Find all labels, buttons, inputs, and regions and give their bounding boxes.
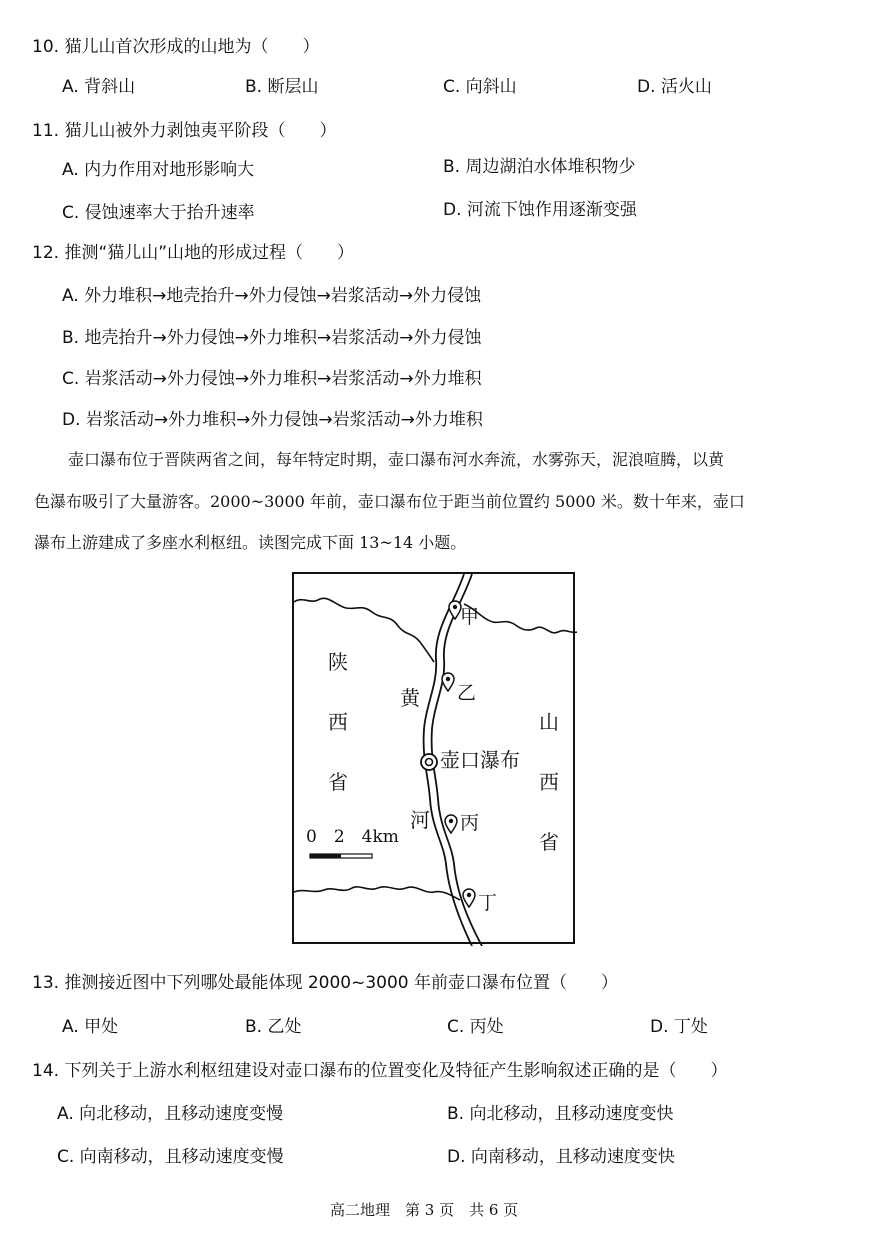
passage-line-1: 壶口瀑布位于晋陕两省之间，每年特定时期，壶口瀑布河水奔流，水雾弥天，泥浪喧腾，以黄 <box>68 450 725 469</box>
q14-option-b: B. 向北移动，且移动速度变快 <box>447 1104 674 1124</box>
boundary-south <box>294 887 460 900</box>
label-shaanxi-1: 陕 <box>328 650 348 674</box>
q13-option-c: C. 丙处 <box>447 1017 504 1037</box>
label-jia: 甲 <box>460 606 480 628</box>
scale-bar <box>310 854 372 858</box>
location-pin-icon <box>444 814 458 834</box>
boundary-north-right <box>464 604 577 633</box>
q11-option-d: D. 河流下蚀作用逐渐变强 <box>443 200 637 220</box>
q12-option-a: A. 外力堆积→地壳抬升→外力侵蚀→岩浆活动→外力侵蚀 <box>62 286 482 306</box>
passage-line-2: 色瀑布吸引了大量游客。2000~3000 年前，壶口瀑布位于距当前位置约 5000 米。数十年来，壶口 <box>34 492 745 511</box>
q12-option-b: B. 地壳抬升→外力侵蚀→外力堆积→岩浆活动→外力侵蚀 <box>62 328 482 348</box>
label-bing: 丙 <box>460 812 480 834</box>
label-yi: 乙 <box>457 682 477 704</box>
label-hukou-waterfall: 壶口瀑布 <box>440 748 520 772</box>
q13-option-b: B. 乙处 <box>245 1017 302 1037</box>
location-pin-icon <box>462 888 476 908</box>
q14-option-c: C. 向南移动，且移动速度变慢 <box>57 1147 284 1167</box>
q12-option-c: C. 岩浆活动→外力侵蚀→外力堆积→岩浆活动→外力堆积 <box>62 369 482 389</box>
q11-option-c: C. 侵蚀速率大于抬升速率 <box>62 203 255 223</box>
passage-line-3: 瀑布上游建成了多座水利枢纽。读图完成下面 13~14 小题。 <box>34 533 467 552</box>
question-14-stem: 14. 下列关于上游水利枢纽建设对壶口瀑布的位置变化及特征产生影响叙述正确的是（ ） <box>32 1061 728 1081</box>
boundary-north-left <box>294 598 434 662</box>
label-shaanxi-3: 省 <box>328 770 348 794</box>
question-12-stem: 12. 推测“猫儿山”山地的形成过程（ ） <box>32 243 355 263</box>
page-footer: 高二地理 第 3 页 共 6 页 <box>330 1201 519 1219</box>
location-pin-icon <box>441 672 455 692</box>
q13-option-d: D. 丁处 <box>650 1017 708 1037</box>
q11-option-b: B. 周边湖泊水体堆积物少 <box>443 157 636 177</box>
label-he: 河 <box>410 808 430 832</box>
label-shaanxi-2: 西 <box>328 710 348 734</box>
q10-option-d: D. 活火山 <box>637 77 712 97</box>
question-10-stem: 10. 猫儿山首次形成的山地为（ ） <box>32 37 320 57</box>
waterfall-marker-icon <box>419 752 439 772</box>
label-ding: 丁 <box>478 892 498 914</box>
q13-option-a: A. 甲处 <box>62 1017 119 1037</box>
question-11-stem: 11. 猫儿山被外力剥蚀夷平阶段（ ） <box>32 121 337 141</box>
q10-option-b: B. 断层山 <box>245 77 319 97</box>
question-13-stem: 13. 推测接近图中下列哪处最能体现 2000~3000 年前壶口瀑布位置（ ） <box>32 973 619 993</box>
q14-option-d: D. 向南移动，且移动速度变快 <box>447 1147 675 1167</box>
hukou-waterfall-map <box>292 572 575 944</box>
q10-option-a: A. 背斜山 <box>62 77 136 97</box>
q12-option-d: D. 岩浆活动→外力堆积→外力侵蚀→岩浆活动→外力堆积 <box>62 410 483 430</box>
q10-option-c: C. 向斜山 <box>443 77 517 97</box>
label-shanxi-3: 省 <box>539 830 559 854</box>
q11-option-a: A. 内力作用对地形影响大 <box>62 160 255 180</box>
label-shanxi-2: 西 <box>539 770 559 794</box>
label-huang: 黄 <box>400 686 420 710</box>
q14-option-a: A. 向北移动，且移动速度变慢 <box>57 1104 284 1124</box>
label-shanxi-1: 山 <box>539 710 559 734</box>
scale-label: 0 2 4km <box>306 827 399 847</box>
